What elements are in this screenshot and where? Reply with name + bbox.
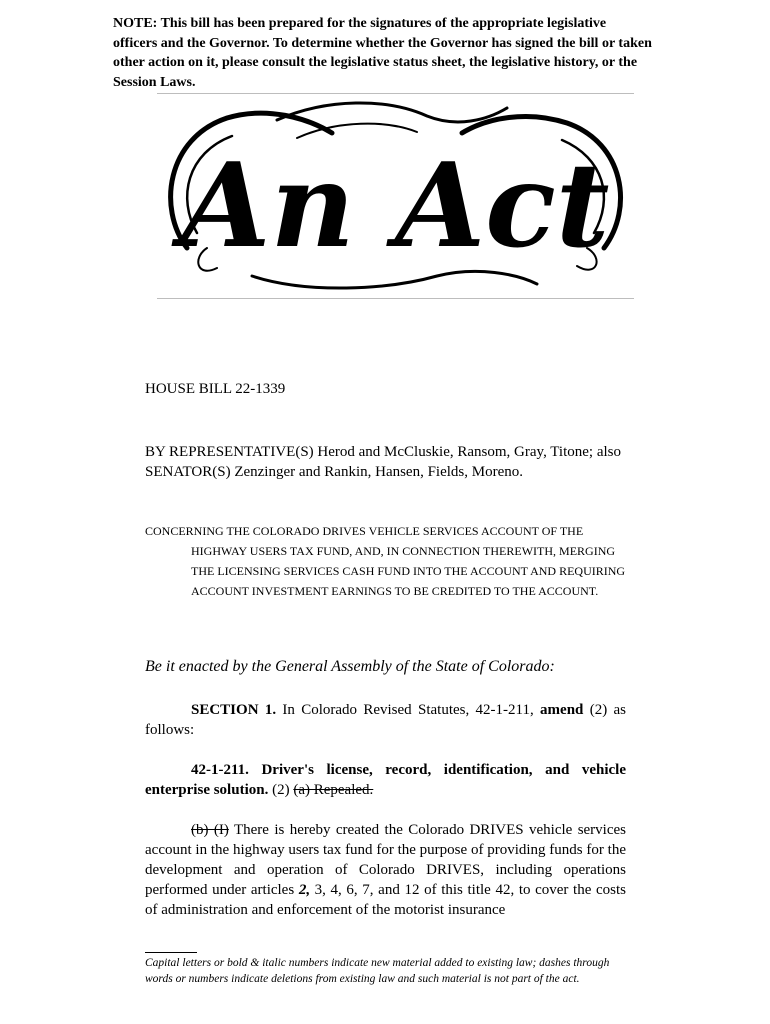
legislative-note: NOTE: This bill has been prepared for the signatures of the appropriate legislative officers and the Governor. To determine whether the Governor has signed the bill or taken other action on it, please consult the legislative status sheet, the legislative history, or the Session Laws.	[113, 16, 652, 90]
subsection-b-text-after: 3, 4, 6, 7, and 12 of this title 42, to cover the costs of administration and enforcement of the motorist insurance	[145, 882, 626, 918]
enacting-clause: Be it enacted by the General Assembly of the State of Colorado:	[145, 658, 555, 675]
statute-subsection: (2)	[268, 782, 294, 798]
subsection-b-struck: (b) (I)	[191, 822, 229, 838]
footnote: Capital letters or bold & italic numbers indicate new material added to existing law; dashes through words or numbers indicate deletions from existing law and such material is not part of the act.	[145, 957, 610, 985]
statute-struck-text: (a) Repealed.	[293, 782, 374, 798]
bill-number: HOUSE BILL 22-1339	[145, 381, 286, 397]
bill-title	[145, 521, 630, 601]
section-1	[145, 700, 626, 740]
section-1-text-after: (2) as follows:	[145, 702, 626, 738]
footnote-rule	[145, 952, 197, 953]
bill-title-first-line: CONCERNING THE COLORADO DRIVES VEHICLE SERVICES ACCOUNT OF THE	[145, 524, 584, 538]
an-act-flourish-graphic	[157, 98, 634, 296]
top-divider	[157, 93, 634, 94]
an-act-logo	[157, 98, 634, 296]
section-1-label: SECTION 1.	[191, 702, 277, 718]
subsection-b-new-material: 2,	[298, 882, 311, 898]
subsection-b	[145, 820, 626, 920]
an-act-text: An Act	[180, 138, 610, 274]
statute-heading	[145, 760, 626, 800]
bottom-divider	[157, 298, 634, 299]
section-1-amend: amend	[540, 702, 584, 718]
statute-heading-text: 42-1-211. Driver's license, record, identification, and vehicle enterprise solution.	[145, 762, 626, 798]
bill-title-continuation: HIGHWAY USERS TAX FUND, AND, IN CONNECTION THEREWITH, MERGING THE LICENSING SERVICES CASH FUND INTO THE ACCOUNT AND REQUIRING ACCOUNT INVESTMENT EARNINGS TO BE CREDITED TO THE ACCOUNT.	[191, 544, 626, 598]
subsection-b-text-before: There is hereby created the Colorado DRIVES vehicle services account in the highway users tax fund for the purpose of providing funds for the development and operation of Colorado DRIVES, including operations performed under articles	[145, 822, 626, 898]
sponsors: BY REPRESENTATIVE(S) Herod and McCluskie, Ransom, Gray, Titone; also SENATOR(S) Zenzinger and Rankin, Hansen, Fields, Moreno.	[145, 444, 622, 480]
section-1-text-before: In Colorado Revised Statutes, 42-1-211,	[276, 702, 541, 718]
